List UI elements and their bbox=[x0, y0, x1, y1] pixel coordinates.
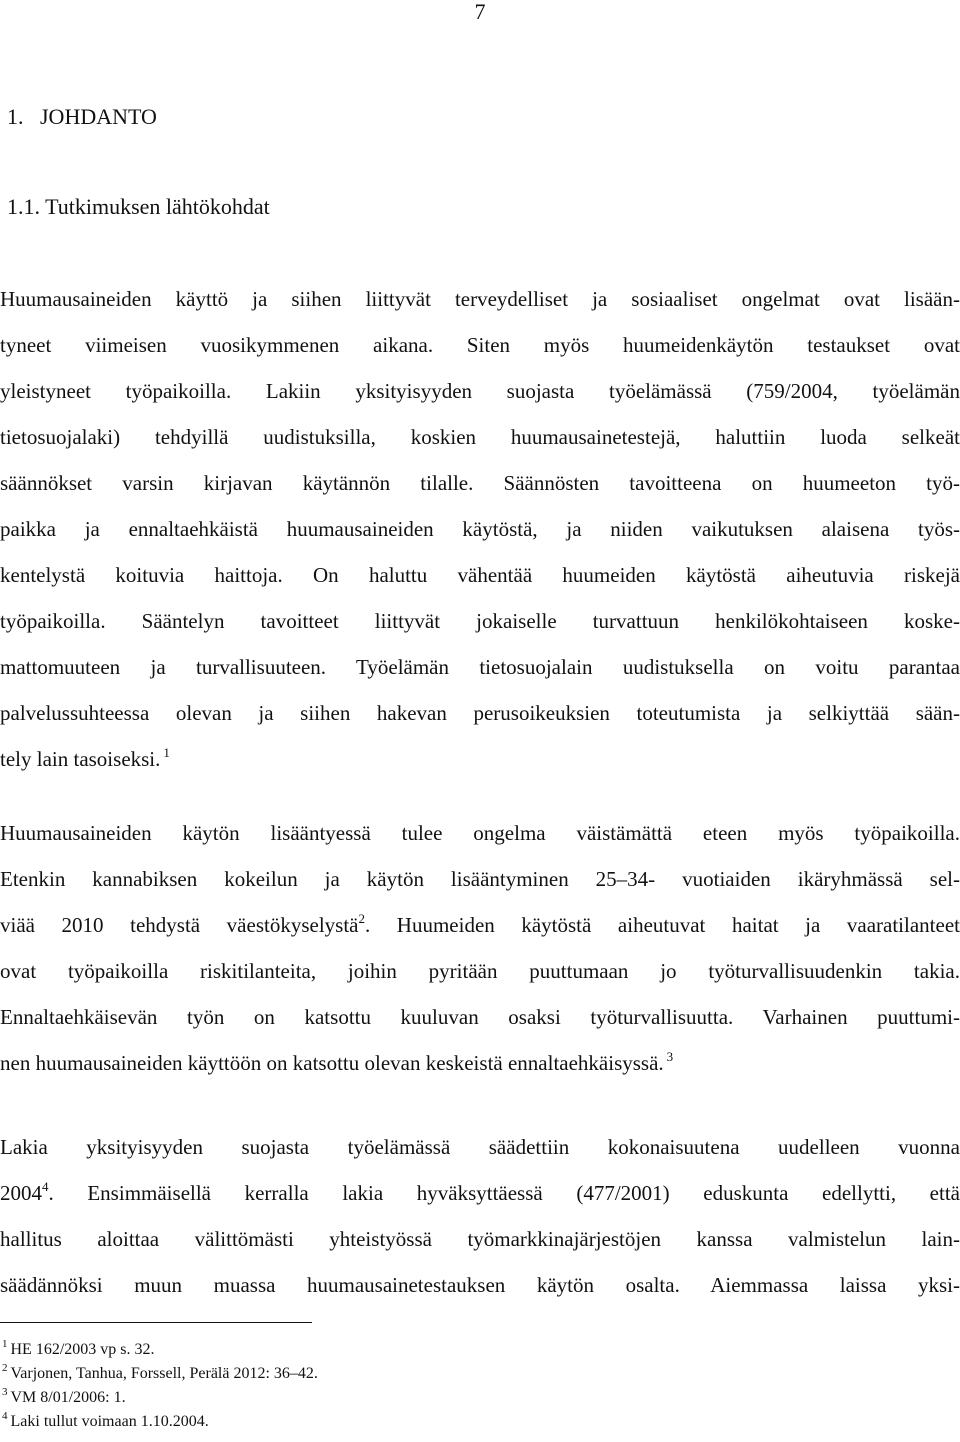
paragraph-line-text: . Ensimmäisellä kerralla lakia hyväksyttäessä (477/2001) eduskunta edellytti, että bbox=[48, 1181, 960, 1205]
paragraph-line bbox=[0, 902, 960, 948]
footnote bbox=[0, 1386, 960, 1410]
footnote-rule bbox=[0, 1322, 312, 1323]
paragraph-line: säännökset varsin kirjavan käytännön tilalle. Säännösten tavoitteena on huumeeton työ- bbox=[0, 471, 960, 495]
paragraph-line-text: . Huumeiden käytöstä aiheutuvat haitat ja vaaratilanteet bbox=[364, 913, 960, 937]
paragraph-line: Ennaltaehkäisevän työn on katsottu kuuluvan osaksi työturvallisuutta. Varhainen puuttumi- bbox=[0, 1005, 960, 1029]
paragraph-line: Lakia yksityisyyden suojasta työelämässä säädettiin kokonaisuutena uudelleen vuonna bbox=[0, 1135, 960, 1159]
paragraph-line-text: tely lain tasoiseksi. bbox=[0, 747, 161, 771]
footnote-reference: 1 bbox=[163, 745, 170, 760]
paragraph-line: hallitus aloittaa välittömästi yhteistyössä työmarkkinajärjestöjen kanssa valmistelun lain- bbox=[0, 1227, 960, 1251]
section-heading: 1.1. Tutkimuksen lähtökohdat bbox=[7, 194, 270, 219]
paragraph-line: säädännöksi muun muassa huumausainetestauksen käytön osalta. Aiemmassa laissa yksi- bbox=[0, 1273, 960, 1297]
paragraph-line-text: 2004 bbox=[0, 1181, 42, 1205]
footnote-text: Varjonen, Tanhua, Forssell, Perälä 2012: 36–42. bbox=[10, 1365, 318, 1382]
footnote-number: 3 bbox=[2, 1386, 8, 1398]
paragraph-line: yleistyneet työpaikoilla. Lakiin yksityisyyden suojasta työelämässä (759/2004, työelämän bbox=[0, 379, 960, 403]
footnote-number: 1 bbox=[2, 1338, 8, 1350]
paragraph-line: paikka ja ennaltaehkäistä huumausaineiden käytöstä, ja niiden vaikutuksen alaisena työs- bbox=[0, 517, 960, 541]
paragraph-line bbox=[0, 1040, 960, 1086]
paragraph-line: työpaikoilla. Sääntelyn tavoitteet liittyvät jokaiselle turvattuun henkilökohtaiseen koske- bbox=[0, 609, 960, 633]
footnote-text: HE 162/2003 vp s. 32. bbox=[10, 1341, 155, 1358]
paragraph-line-text: nen huumausaineiden käyttöön on katsottu olevan keskeistä ennaltaehkäisyssä. bbox=[0, 1051, 664, 1075]
footnote bbox=[0, 1362, 960, 1386]
footnote-number: 2 bbox=[2, 1362, 8, 1374]
footnotes bbox=[0, 1338, 960, 1434]
footnote-reference: 4 bbox=[42, 1179, 49, 1194]
page-number: 7 bbox=[474, 0, 486, 24]
paragraph-line: kentelystä koituvia haittoja. On haluttu vähentää huumeiden käytöstä aiheutuvia riskejä bbox=[0, 563, 960, 587]
paragraph-1 bbox=[0, 276, 960, 782]
paragraph-line-text: viää 2010 tehdystä väestökyselystä bbox=[0, 913, 359, 937]
paragraph-line: tietosuojalaki) tehdyillä uudistuksilla, koskien huumausainetestejä, haluttiin luoda selkeät bbox=[0, 425, 960, 449]
footnote-text: VM 8/01/2006: 1. bbox=[10, 1389, 126, 1406]
chapter-heading: 1. JOHDANTO bbox=[7, 104, 157, 129]
paragraph-line: ovat työpaikoilla riskitilanteita, joihin pyritään puuttumaan jo työturvallisuudenkin takia. bbox=[0, 959, 960, 983]
footnote-reference: 2 bbox=[358, 911, 365, 926]
paragraph-3 bbox=[0, 1124, 960, 1308]
paragraph-line bbox=[0, 1170, 960, 1216]
paragraph-line: palvelussuhteessa olevan ja siihen hakevan perusoikeuksien toteutumista ja selkiyttää sään- bbox=[0, 701, 960, 725]
footnote bbox=[0, 1410, 960, 1434]
footnote bbox=[0, 1338, 960, 1362]
paragraph-line: Huumausaineiden käyttö ja siihen liittyvät terveydelliset ja sosiaaliset ongelmat ovat lisään- bbox=[0, 287, 960, 311]
paragraph-line: Huumausaineiden käytön lisääntyessä tulee ongelma väistämättä eteen myös työpaikoilla. bbox=[0, 821, 960, 845]
footnote-number: 4 bbox=[2, 1410, 8, 1422]
paragraph-2 bbox=[0, 810, 960, 1086]
paragraph-line: Etenkin kannabiksen kokeilun ja käytön lisääntyminen 25–34- vuotiaiden ikäryhmässä sel- bbox=[0, 867, 960, 891]
footnote-reference: 3 bbox=[666, 1049, 674, 1064]
paragraph-line bbox=[0, 736, 960, 782]
footnote-text: Laki tullut voimaan 1.10.2004. bbox=[10, 1413, 209, 1430]
paragraph-line: tyneet viimeisen vuosikymmenen aikana. Siten myös huumeidenkäytön testaukset ovat bbox=[0, 333, 960, 357]
paragraph-line: mattomuuteen ja turvallisuuteen. Työelämän tietosuojalain uudistuksella on voitu parantaa bbox=[0, 655, 960, 679]
